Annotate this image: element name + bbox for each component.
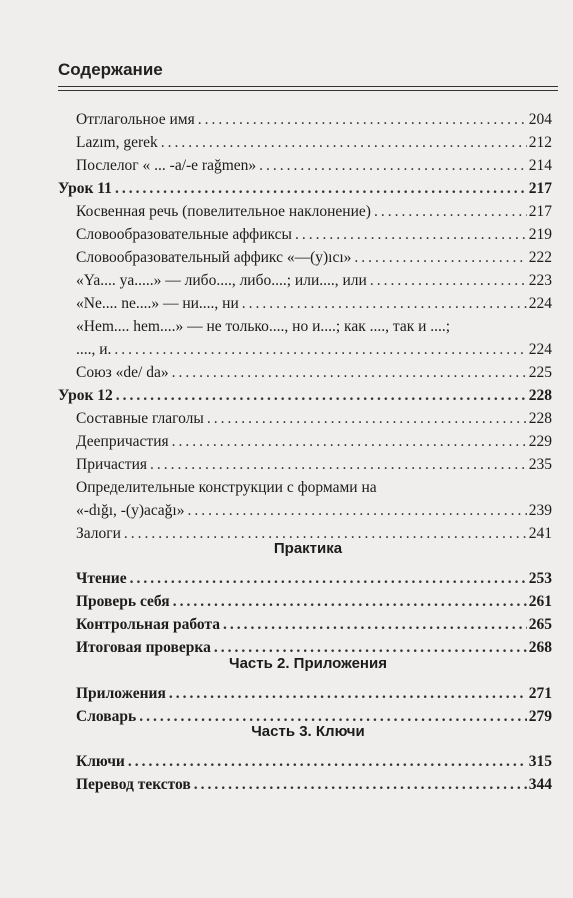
toc-entry-label: Итоговая проверка bbox=[76, 639, 211, 656]
toc-entry-label: Ключи bbox=[76, 753, 125, 770]
toc-entry bbox=[0, 109, 552, 131]
toc-entry bbox=[0, 591, 552, 613]
toc-entry-page: 228 bbox=[528, 410, 552, 427]
dot-leader bbox=[130, 568, 527, 590]
dot-leader bbox=[198, 109, 527, 131]
dot-leader bbox=[116, 385, 527, 407]
toc-entry-page: 214 bbox=[528, 157, 552, 174]
toc-entry-page: 235 bbox=[528, 456, 552, 473]
toc-entry-label: «Ya.... ya.....» — либо...., либо....; или...., или bbox=[76, 272, 367, 289]
dot-leader bbox=[223, 614, 527, 636]
toc-entry bbox=[0, 431, 552, 453]
toc-entry-label: Проверь себя bbox=[76, 593, 170, 610]
dot-leader bbox=[128, 751, 527, 773]
dot-leader bbox=[259, 155, 527, 177]
page-header-title: Содержание bbox=[58, 60, 163, 79]
dot-leader bbox=[172, 431, 527, 453]
toc-entry-page: 217 bbox=[528, 180, 552, 197]
toc-entry bbox=[0, 155, 552, 177]
toc-entry bbox=[0, 201, 552, 223]
toc-entry-label: «Ne.... ne....» — ни...., ни bbox=[76, 295, 239, 312]
toc-entry-label: Составные глаголы bbox=[76, 410, 204, 427]
toc-entry-page: 241 bbox=[528, 525, 552, 542]
toc-entry bbox=[0, 454, 552, 476]
dot-leader bbox=[187, 500, 526, 522]
toc-entry-label: Послелог « ... -a/-e rağmen» bbox=[76, 157, 257, 174]
toc-entry bbox=[0, 408, 552, 430]
toc-entry bbox=[0, 293, 552, 315]
section-heading: Часть 3. Ключи bbox=[251, 723, 365, 740]
toc-entry-page: 253 bbox=[528, 570, 552, 587]
toc-entry-label: ...., и. bbox=[76, 341, 112, 358]
dot-leader bbox=[354, 247, 526, 269]
toc-entry bbox=[0, 339, 552, 361]
toc-entry bbox=[0, 270, 552, 292]
toc-entry bbox=[0, 247, 552, 269]
dot-leader bbox=[172, 362, 527, 384]
toc-entry-label: Определительные конструкции с формами на bbox=[76, 479, 377, 496]
dot-leader bbox=[161, 132, 527, 154]
toc-entry-page: 212 bbox=[528, 134, 552, 151]
section-heading: Часть 2. Приложения bbox=[229, 655, 387, 672]
toc-entry bbox=[0, 774, 552, 796]
toc-entry-label: Урок 11 bbox=[58, 180, 112, 197]
dot-leader bbox=[370, 270, 527, 292]
toc-entry-page: 261 bbox=[528, 593, 552, 610]
toc-entry-page: 219 bbox=[528, 226, 552, 243]
toc-entry-page: 224 bbox=[528, 295, 552, 312]
dot-leader bbox=[295, 224, 527, 246]
dot-leader bbox=[115, 178, 527, 200]
toc-entry bbox=[0, 614, 552, 636]
toc-entry-label: «Hem.... hem....» — не только...., но и....; как ...., так и ....; bbox=[76, 318, 451, 335]
dot-leader bbox=[194, 774, 527, 796]
toc-lesson-entry bbox=[0, 385, 552, 407]
dot-leader bbox=[207, 408, 527, 430]
toc-entry-page: 271 bbox=[528, 685, 552, 702]
toc-entry-page: 229 bbox=[528, 433, 552, 450]
toc-entry-label: Словарь bbox=[76, 708, 137, 725]
toc-entry-page: 239 bbox=[528, 502, 552, 519]
toc-entry-page: 344 bbox=[528, 776, 552, 793]
dot-leader bbox=[173, 591, 527, 613]
toc-entry-page: 224 bbox=[528, 341, 552, 358]
dot-leader bbox=[150, 454, 527, 476]
toc-entry-label: Деепричастия bbox=[76, 433, 169, 450]
toc-entry bbox=[0, 224, 552, 246]
header-rule bbox=[58, 86, 558, 87]
toc-entry bbox=[0, 500, 552, 522]
toc-entry-page: 279 bbox=[528, 708, 552, 725]
dot-leader bbox=[114, 339, 526, 361]
toc-entry-label: Перевод текстов bbox=[76, 776, 191, 793]
toc-entry-label: Косвенная речь (повелительное наклонение) bbox=[76, 203, 371, 220]
toc-entry-label: Отглагольное имя bbox=[76, 111, 195, 128]
toc-entry-label: Приложения bbox=[76, 685, 166, 702]
section-heading: Практика bbox=[273, 540, 343, 557]
toc-entry-page: 223 bbox=[528, 272, 552, 289]
toc-entry-page: 225 bbox=[528, 364, 552, 381]
toc-entry-label: Словообразовательный аффикс «—(у)ıcı» bbox=[76, 249, 352, 266]
toc-entry bbox=[0, 568, 552, 590]
toc-entry bbox=[0, 751, 552, 773]
toc-entry bbox=[0, 683, 552, 705]
header-rule bbox=[58, 90, 558, 91]
toc-entry-label: Залоги bbox=[76, 525, 121, 542]
toc-entry-label: Союз «de/ da» bbox=[76, 364, 169, 381]
toc-entry-page: 268 bbox=[528, 639, 552, 656]
toc-entry-page: 265 bbox=[528, 616, 552, 633]
toc-entry-page: 204 bbox=[528, 111, 552, 128]
dot-leader bbox=[169, 683, 527, 705]
toc-entry-page: 315 bbox=[528, 753, 552, 770]
toc-entry bbox=[0, 132, 552, 154]
toc-entry-label: Контрольная работа bbox=[76, 616, 220, 633]
toc-entry-label: «-dığı, -(y)acağı» bbox=[76, 502, 185, 519]
toc-entry bbox=[0, 362, 552, 384]
toc-entry-page: 228 bbox=[528, 387, 552, 404]
toc-entry-label: Причастия bbox=[76, 456, 147, 473]
toc-entry-label: Чтение bbox=[76, 570, 127, 587]
toc-entry-label: Словообразовательные аффиксы bbox=[76, 226, 292, 243]
toc-entry-label: Урок 12 bbox=[58, 387, 113, 404]
toc-lesson-entry bbox=[0, 178, 552, 200]
toc-entry-page: 222 bbox=[528, 249, 552, 266]
toc-entry-label: Lazım, gerek bbox=[76, 134, 158, 151]
toc-entry-page: 217 bbox=[528, 203, 552, 220]
dot-leader bbox=[374, 201, 527, 223]
dot-leader bbox=[242, 293, 527, 315]
